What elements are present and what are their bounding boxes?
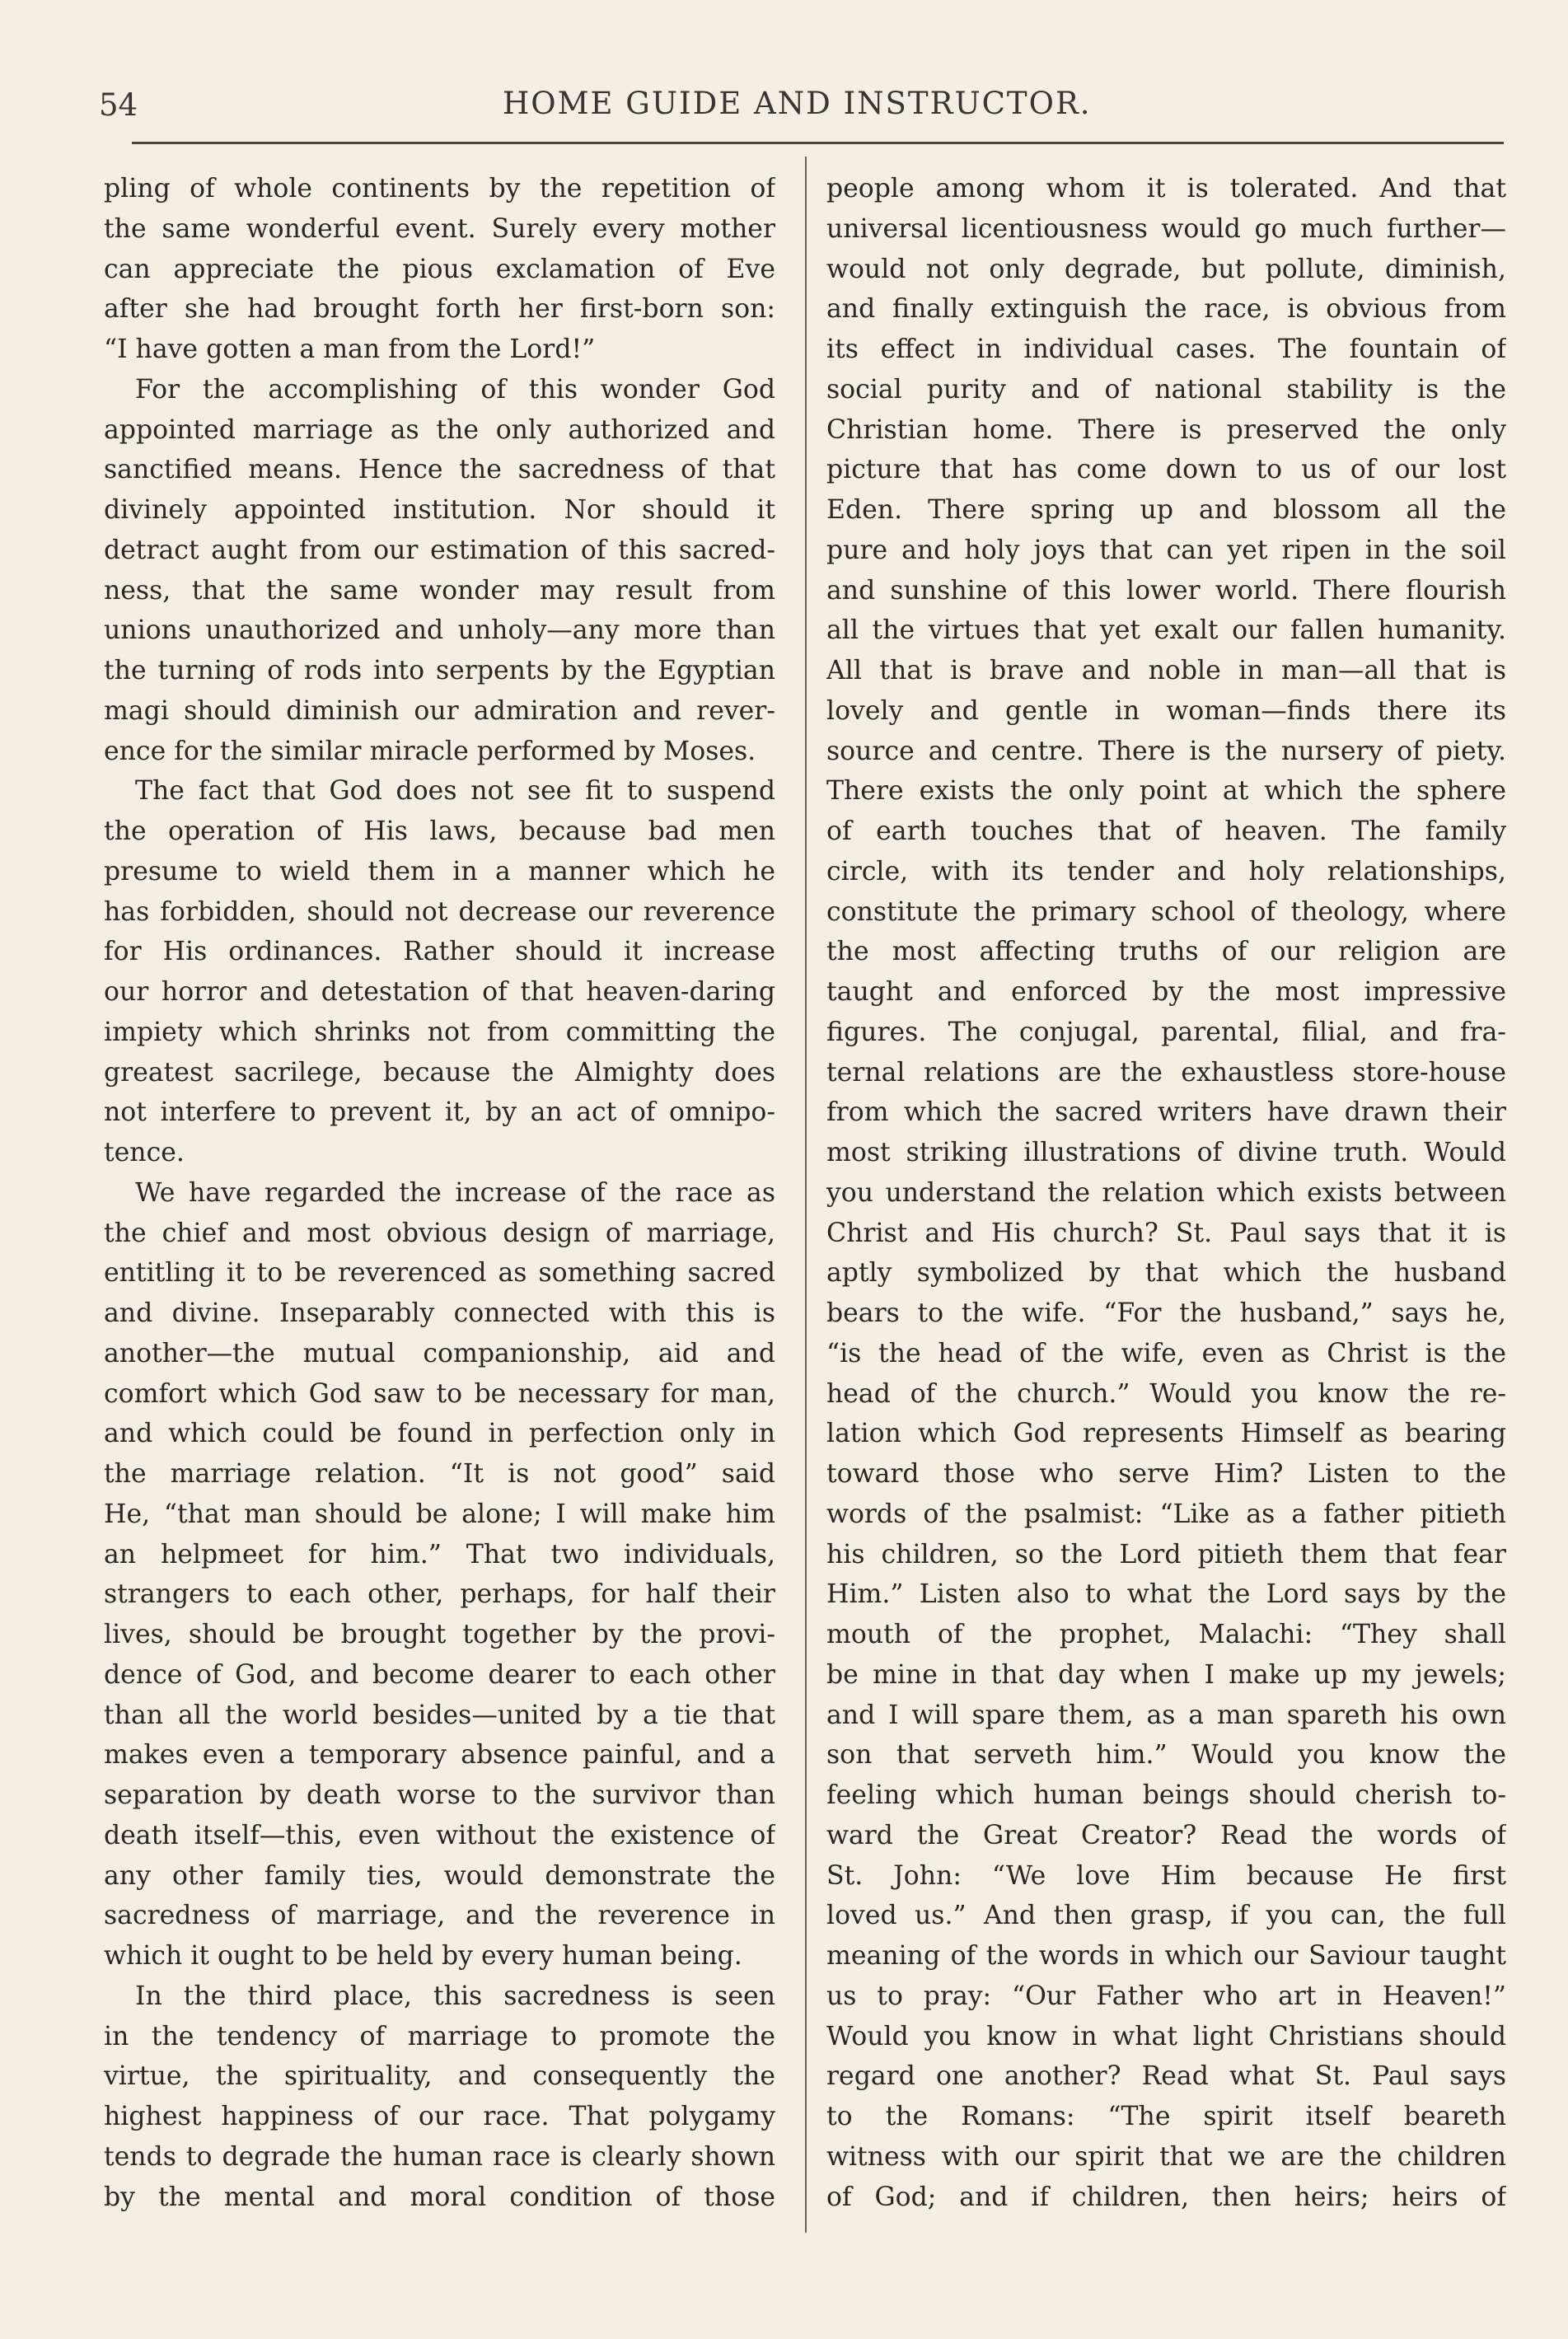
right-column-line: Would you know in what light Christians should [826, 2021, 1506, 2051]
left-column-line: the operation of His laws, because bad men [104, 816, 775, 846]
right-column-line: St. John: “We love Him because He first [826, 1860, 1506, 1891]
right-column-line: constitute the primary school of theology, where [826, 896, 1506, 927]
right-column-line: social purity and of national stability is the [826, 374, 1506, 405]
left-column-line: dence of God, and become dearer to each other [104, 1659, 775, 1690]
column-divider [805, 157, 807, 2233]
right-column-line: you understand the relation which exists between [826, 1177, 1506, 1208]
right-column-line: pure and holy joys that can yet ripen in the soil [826, 535, 1506, 565]
left-column-line: detract aught from our estimation of this sacred- [104, 535, 775, 565]
left-column-line: not interfere to prevent it, by an act of omnipo- [104, 1097, 775, 1128]
left-column-line: entitling it to be reverenced as something sacred [104, 1258, 775, 1289]
right-column-line: witness with our spirit that we are the children [826, 2141, 1506, 2172]
left-column [104, 169, 775, 2217]
left-column-line: tence. [104, 1138, 185, 1167]
left-column-line: magi should diminish our admiration and rever- [104, 695, 775, 726]
left-column-line: appointed marriage as the only authorized and [104, 414, 775, 445]
right-column-line: “is the head of the wife, even as Christ is the [826, 1338, 1506, 1368]
left-column-line: sacredness of marriage, and the reverence in [104, 1901, 775, 1931]
right-column-line: meaning of the words in which our Saviour taught [826, 1941, 1506, 1971]
right-column-line: and finally extinguish the race, is obvious from [826, 294, 1506, 325]
left-column-line: another—the mutual companionship, aid and [104, 1338, 775, 1368]
left-column-line: impiety which shrinks not from committing the [104, 1017, 775, 1047]
right-column-line: son that serveth him.” Would you know the [826, 1740, 1506, 1771]
left-column-line: in the tendency of marriage to promote the [104, 2021, 775, 2051]
right-column-line: taught and enforced by the most impressive [826, 977, 1506, 1007]
right-column-line: ward the Great Creator? Read the words of [826, 1820, 1506, 1850]
right-column-line: the most affecting truths of our religion are [826, 937, 1506, 967]
right-column-line: aptly symbolized by that which the husband [826, 1258, 1506, 1289]
right-column-line: of God; and if children, then heirs; heirs of [826, 2182, 1506, 2212]
left-column-line: ness, that the same wonder may result from [104, 575, 775, 606]
right-column-line: circle, with its tender and holy relationships, [826, 856, 1506, 886]
right-column-line: toward those who serve Him? Listen to the [826, 1459, 1506, 1489]
left-column-line: and which could be found in perfection only in [104, 1419, 775, 1449]
left-column-line: tends to degrade the human race is clearly shown [104, 2141, 775, 2172]
right-column-line: would not only degrade, but pollute, diminish, [826, 254, 1506, 284]
right-column-line: loved us.” And then grasp, if you can, the full [826, 1901, 1506, 1931]
right-column-line: All that is brave and noble in man—all that is [826, 656, 1506, 685]
left-column-line: sanctified means. Hence the sacredness of that [104, 455, 775, 485]
left-column-line: ence for the similar miracle performed by Moses. [104, 736, 756, 766]
right-column-line: be mine in that day when I make up my jewels; [826, 1659, 1506, 1690]
left-column-line: the marriage relation. “It is not good” said [104, 1459, 775, 1489]
left-column-line: than all the world besides—united by a tie that [104, 1700, 775, 1730]
right-column-line: ternal relations are the exhaustless store-house [826, 1057, 1506, 1088]
right-column-line: most striking illustrations of divine truth. Would [826, 1138, 1506, 1167]
right-column-line: Christian home. There is preserved the only [826, 414, 1506, 445]
left-column-line: virtue, the spirituality, and consequently the [104, 2061, 775, 2092]
right-column-line: his children, so the Lord pitieth them that fear [826, 1539, 1506, 1569]
right-column-line: of earth touches that of heaven. The family [826, 816, 1506, 846]
right-column-line: and I will spare them, as a man spareth his own [826, 1700, 1506, 1730]
left-column-line: pling of whole continents by the repetition of [104, 174, 775, 203]
left-column-line: the chief and most obvious design of marriage, [104, 1218, 775, 1248]
right-column-line: lovely and gentle in woman—finds there its [826, 695, 1506, 726]
left-column-line: highest happiness of our race. That polygamy [104, 2102, 775, 2131]
right-column-line: its effect in individual cases. The fountain of [826, 334, 1506, 364]
left-column-line: by the mental and moral condition of those [104, 2182, 775, 2212]
left-column-line: “I have gotten a man from the Lord!” [104, 334, 596, 364]
running-title: HOME GUIDE AND INSTRUCTOR. [503, 86, 1092, 121]
left-column-line: death itself—this, even without the existence of [104, 1820, 775, 1850]
right-column [826, 169, 1506, 2217]
left-column-line: presume to wield them in a manner which he [104, 856, 775, 886]
left-column-line: which it ought to be held by every human being. [104, 1941, 742, 1971]
left-column-line: lives, should be brought together by the provi- [104, 1620, 775, 1649]
left-column-line: strangers to each other, perhaps, for half their [104, 1579, 775, 1610]
right-column-line: head of the church.” Would you know the re- [826, 1378, 1506, 1409]
left-column-line: has forbidden, should not decrease our reverence [104, 896, 775, 927]
right-column-line: lation which God represents Himself as bearing [826, 1419, 1506, 1449]
left-column-line: an helpmeet for him.” That two individuals, [104, 1539, 775, 1569]
right-column-line: feeling which human beings should cherish to- [826, 1780, 1506, 1810]
left-column-line: separation by death worse to the survivor than [104, 1780, 775, 1810]
left-column-line: He, “that man should be alone; I will make him [104, 1499, 775, 1529]
right-column-line: us to pray: “Our Father who art in Heaven!” [826, 1981, 1506, 2011]
right-column-line: There exists the only point at which the sphere [826, 776, 1506, 807]
right-column-line: words of the psalmist: “Like as a father pitieth [826, 1499, 1506, 1529]
left-column-line: makes even a temporary absence painful, and a [104, 1740, 775, 1771]
right-column-line: from which the sacred writers have drawn their [826, 1097, 1506, 1128]
header-rule [132, 142, 1504, 144]
right-column-line: to the Romans: “The spirit itself beareth [826, 2102, 1506, 2131]
left-column-line: the turning of rods into serpents by the Egyptian [104, 656, 775, 685]
right-column-line: and sunshine of this lower world. There flourish [826, 575, 1506, 606]
left-column-line: the same wonderful event. Surely every mother [104, 213, 775, 244]
page-header [99, 82, 1508, 132]
left-column-line: for His ordinances. Rather should it increase [104, 937, 775, 967]
right-column-line: universal licentiousness would go much further— [826, 213, 1506, 244]
left-column-line: can appreciate the pious exclamation of Eve [104, 254, 775, 284]
left-column-line: and divine. Inseparably connected with this is [104, 1298, 775, 1328]
right-column-line: bears to the wife. “For the husband,” says he, [826, 1298, 1506, 1328]
right-column-line: source and centre. There is the nursery of piety. [826, 736, 1506, 766]
right-column-line: all the virtues that yet exalt our fallen humanity. [826, 615, 1506, 646]
left-column-line: comfort which God saw to be necessary for man, [104, 1378, 775, 1409]
right-column-line: Him.” Listen also to what the Lord says by the [826, 1579, 1506, 1610]
left-column-line: any other family ties, would demonstrate the [104, 1860, 775, 1891]
left-column-line: greatest sacrilege, because the Almighty does [104, 1057, 775, 1088]
left-column-line: For the accomplishing of this wonder God [135, 374, 775, 405]
right-column-line: mouth of the prophet, Malachi: “They shall [826, 1620, 1506, 1649]
left-column-line: unions unauthorized and unholy—any more than [104, 615, 775, 646]
right-column-line: figures. The conjugal, parental, filial, and fra- [826, 1017, 1506, 1047]
left-column-line: The fact that God does not see fit to suspend [135, 776, 775, 807]
left-column-line: divinely appointed institution. Nor should it [104, 495, 775, 525]
right-column-line: regard one another? Read what St. Paul says [826, 2061, 1506, 2092]
left-column-line: We have regarded the increase of the race as [135, 1177, 775, 1208]
right-column-line: people among whom it is tolerated. And that [826, 174, 1506, 203]
right-column-line: Eden. There spring up and blossom all the [826, 495, 1506, 525]
page-number: 54 [99, 87, 138, 123]
right-column-line: Christ and His church? St. Paul says that it is [826, 1218, 1506, 1248]
left-column-line: In the third place, this sacredness is seen [135, 1981, 775, 2011]
left-column-line: our horror and detestation of that heaven-daring [104, 977, 775, 1007]
left-column-line: after she had brought forth her first-born son: [104, 294, 775, 325]
right-column-line: picture that has come down to us of our lost [826, 455, 1506, 485]
